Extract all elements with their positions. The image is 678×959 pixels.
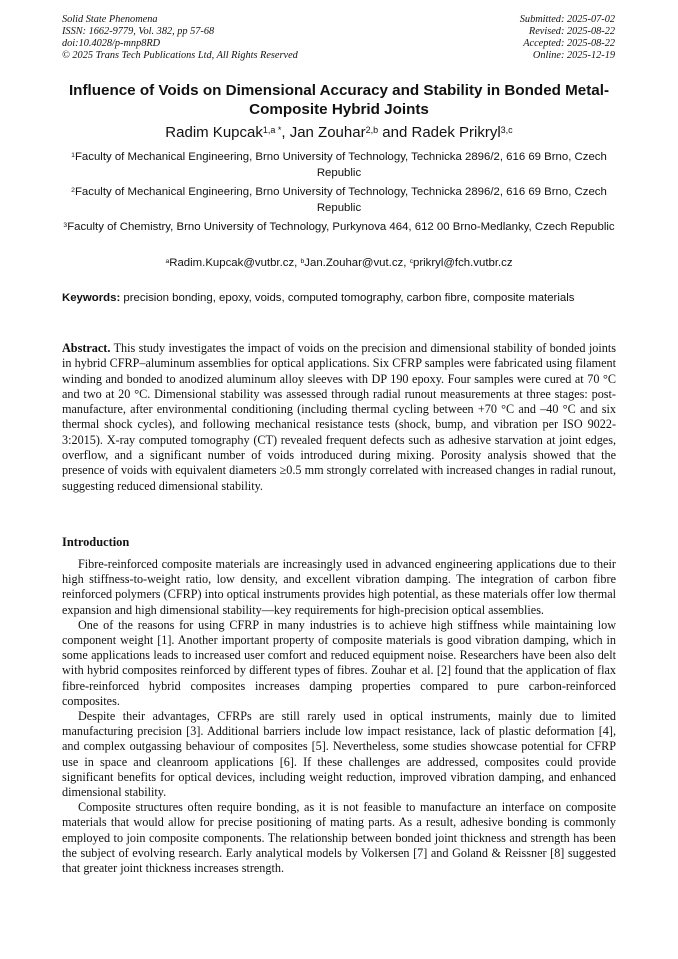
affiliation-number: 1 bbox=[71, 151, 75, 159]
body-paragraph: Composite structures often require bonding, as it is not feasible to manufacture an interface on composite materials that would allow for precise positioning of mating parts. As a result, adhesive bonding is commonly employed to join composite components. The relationship between bonded joint thickness and strength has been the subject of evolving research. Early analytical models by Volkersen [7] and Goland & Reissner [8] suggested that greater joint thickness increases strength. bbox=[62, 800, 616, 876]
paper-title: Influence of Voids on Dimensional Accuracy and Stability in Bonded Metal-Composite Hybrid Joints bbox=[68, 82, 610, 118]
author-separator: and bbox=[378, 124, 412, 141]
affiliation-number: 2 bbox=[71, 186, 75, 194]
keywords-label: Keywords: bbox=[62, 292, 121, 304]
copyright-notice: © 2025 Trans Tech Publications Ltd, All Rights Reserved bbox=[62, 50, 298, 61]
email-marker: c bbox=[409, 257, 413, 265]
revised-date: Revised: 2025-08-22 bbox=[528, 26, 615, 37]
introduction-heading: Introduction bbox=[62, 535, 130, 549]
abstract-label: Abstract. bbox=[62, 341, 111, 355]
email-link[interactable]: Jan.Zouhar@vut.cz bbox=[304, 257, 404, 269]
affiliation-3 bbox=[62, 220, 616, 236]
issn-volume: ISSN: 1662-9779, Vol. 382, pp 57-68 bbox=[62, 26, 215, 37]
affiliation-2 bbox=[62, 185, 616, 216]
keywords-section bbox=[62, 291, 616, 307]
journal-info bbox=[62, 14, 298, 62]
author-name: Radek Prikryl bbox=[411, 124, 501, 141]
author-separator: , bbox=[281, 124, 290, 141]
affiliation-text: Faculty of Mechanical Engineering, Brno University of Technology, Technicka 2896/2, 616 69 Brno, Czech Republic bbox=[74, 186, 607, 214]
author-name: Jan Zouhar bbox=[289, 124, 366, 141]
introduction-body bbox=[62, 557, 616, 876]
affiliation-1 bbox=[62, 150, 616, 181]
email-link[interactable]: Radim.Kupcak@vutbr.cz bbox=[169, 257, 295, 269]
body-paragraph: Despite their advantages, CFRPs are still rarely used in optical instruments, mainly due to limited manufacturing precision [3]. Additional barriers include low impact resistance, lack of plastic deformation [4], and complex outgassing behaviour of composites [5]. Nevertheless, some studies showcase potential for CFRP use in space and cleanroom applications [6]. If these challenges are addressed, composites could provide significant benefits for optical devices, including weight reduction, improved vibration damping, and enhanced dimensional stability. bbox=[62, 709, 616, 800]
email-link[interactable]: prikryl@fch.vutbr.cz bbox=[413, 257, 513, 269]
abstract-section bbox=[62, 341, 616, 494]
affiliation-text: Faculty of Chemistry, Brno University of Technology, Purkynova 464, 612 00 Brno-Medlanky, Czech Republic bbox=[67, 221, 615, 233]
doi-link[interactable]: doi:10.4028/p-mnp8RD bbox=[62, 38, 161, 49]
accepted-date: Accepted: 2025-08-22 bbox=[523, 38, 615, 49]
keywords-text: precision bonding, epoxy, voids, computed tomography, carbon fibre, composite materials bbox=[123, 292, 575, 304]
abstract-text: This study investigates the impact of voids on the precision and dimensional stability of bonded joints in hybrid CFRP–aluminum assemblies for optical applications. Six CFRP samples were fabricated using filament winding and bonded to anodized aluminum alloy sleeves with DP 190 epoxy. Four samples were cured at 70 °C and two at 20 °C. Dimensional stability was assessed through radial runout measurements at three stages: post-manufacture, after environmental conditioning (including thermal cycling between +70 °C and –40 °C and six thermal shock cycles), and following mechanical resistance tests (shock, bump, and vibration per ISO 9022-3:2015). X-ray computed tomography (CT) revealed frequent defects such as adhesive starvation at joint edges, overflow, and a significant number of voids introduced during mixing. Porosity analysis showed that the presence of voids with equivalent diameters ≥0.5 mm strongly correlated with increased changes in radial runout, suggesting reduced dimensional stability. bbox=[62, 341, 616, 493]
email-marker: b bbox=[300, 257, 305, 265]
email-separator: , bbox=[403, 257, 410, 269]
email-separator: , bbox=[294, 257, 301, 269]
publication-dates bbox=[520, 14, 615, 62]
submitted-date: Submitted: 2025-07-02 bbox=[519, 14, 615, 25]
email-marker: a bbox=[165, 257, 170, 265]
affiliation-text: Faculty of Mechanical Engineering, Brno University of Technology, Technicka 2896/2, 616 69 Brno, Czech Republic bbox=[74, 151, 607, 179]
journal-name: Solid State Phenomena bbox=[62, 14, 158, 25]
body-paragraph: Fibre-reinforced composite materials are increasingly used in advanced engineering applications due to their high stiffness-to-weight ratio, low density, and excellent vibration damping. The integration of carbon fibre reinforced polymers (CFRP) into optical instruments provides high potential, as these materials offer low thermal expansion and high dimensional stability—key requirements for high-precision optical assemblies. bbox=[62, 557, 616, 617]
author-name: Radim Kupcak bbox=[165, 124, 263, 141]
author-affiliation-marker: 3,c bbox=[500, 124, 513, 135]
author-affiliation-marker: 1,a * bbox=[262, 124, 282, 135]
author-emails bbox=[62, 256, 616, 271]
author-list bbox=[62, 124, 616, 142]
body-paragraph: One of the reasons for using CFRP in many industries is to achieve high stiffness while maintaining low component weight [1]. Another important property of composite materials is good vibration damping, which in some applications leads to increased user comfort and reduced equipment noise. Researchers have been also delt with hybrid composites reinforced by different types of fibres. Zouhar et al. [2] found that the application of flax fibre-reinforced hybrid composites increases damping properties compared to pure carbon-reinforced composites. bbox=[62, 617, 616, 708]
affiliation-number: 3 bbox=[63, 221, 68, 229]
author-affiliation-marker: 2,b bbox=[365, 124, 379, 135]
online-date: Online: 2025-12-19 bbox=[532, 50, 615, 61]
